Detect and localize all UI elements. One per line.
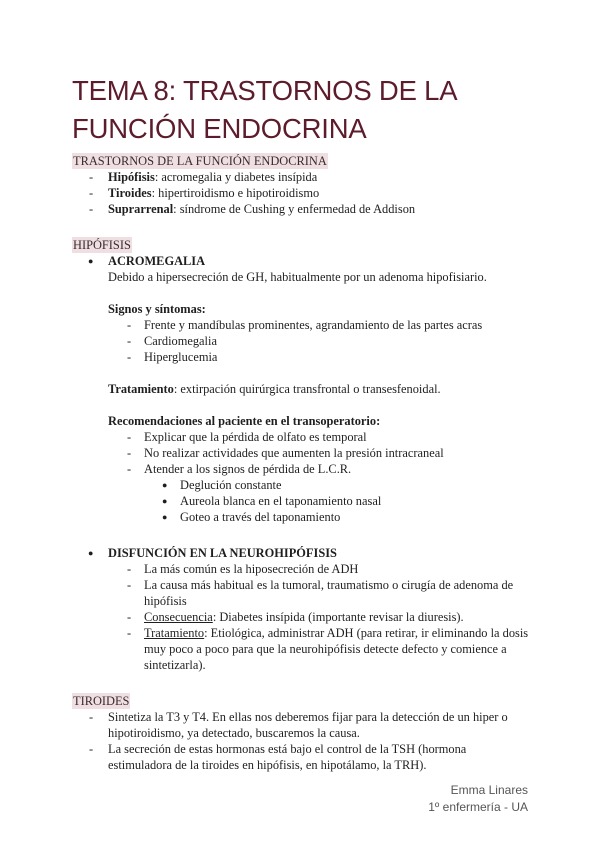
list-item: - Suprarrenal: síndrome de Cushing y enfermedad de Addison (89, 202, 416, 216)
tratamiento-acromegalia: Tratamiento: extirpación quirúrgica transfrontal o transesfenoidal. (108, 382, 441, 396)
list-item: - Tiroides: hipertiroidismo e hipotiroidismo (89, 186, 320, 200)
section-heading-tiroides: TIROIDES (73, 694, 130, 708)
section-heading-trastornos: TRASTORNOS DE LA FUNCIÓN ENDOCRINA (73, 154, 327, 168)
list-item: - Hiperglucemia (127, 350, 218, 364)
section-heading-hipofisis: HIPÓFISIS (73, 238, 131, 252)
list-item: - Atender a los signos de pérdida de L.C.R. (127, 462, 352, 476)
list-item: - Sintetiza la T3 y T4. En ellas nos deberemos fijar para la detección de un hiper o hipotiroidismo, ya detectado, buscaremos la causa. (89, 710, 508, 740)
subsection-acromegalia: ● ACROMEGALIA (88, 254, 206, 268)
acromegalia-description: Debido a hipersecreción de GH, habitualmente por un adenoma hipofisiario. (108, 270, 487, 284)
subsection-neurohipofisis: ● DISFUNCIÓN EN LA NEUROHIPÓFISIS (88, 546, 337, 560)
page-footer (428, 782, 528, 816)
footer-author: Emma Linares (450, 783, 528, 797)
page-title (72, 72, 542, 148)
document-body (72, 153, 532, 773)
list-item: - Consecuencia: Diabetes insípida (importante revisar la diuresis). (127, 610, 464, 624)
list-item: - No realizar actividades que aumenten la presión intracraneal (127, 446, 444, 460)
list-item: - La secreción de estas hormonas está bajo el control de la TSH (hormona estimuladora de la tiroides en hipófisis, en hipotálamo, la TRH). (89, 742, 467, 772)
list-item: - La causa más habitual es la tumoral, traumatismo o cirugía de adenoma de hipófisis (127, 578, 514, 608)
list-item: - Frente y mandíbulas prominentes, agrandamiento de las partes acras (127, 318, 483, 332)
list-item: - Cardiomegalia (127, 334, 217, 348)
list-item: - Hipófisis: acromegalia y diabetes insípida (89, 170, 318, 184)
list-item: - La más común es la hiposecreción de ADH (127, 562, 359, 576)
list-item: - Tratamiento: Etiológica, administrar ADH (para retirar, ir eliminando la dosis muy poco a poco para que la neurohipófisis detecte defecto y comience a sintetizarla). (127, 626, 529, 672)
signos-heading: Signos y síntomas: (108, 302, 206, 316)
list-item: ● Goteo a través del taponamiento (162, 510, 341, 524)
footer-course: 1º enfermería - UA (428, 800, 528, 814)
list-item: ● Deglución constante (162, 478, 282, 492)
recomendaciones-heading: Recomendaciones al paciente en el transoperatorio: (108, 414, 381, 428)
list-item: ● Aureola blanca en el taponamiento nasal (162, 494, 382, 508)
list-item: - Explicar que la pérdida de olfato es temporal (127, 430, 367, 444)
title-line-2: FUNCIÓN ENDOCRINA (72, 113, 367, 144)
title-line-1: TEMA 8: TRASTORNOS DE LA (72, 75, 458, 106)
